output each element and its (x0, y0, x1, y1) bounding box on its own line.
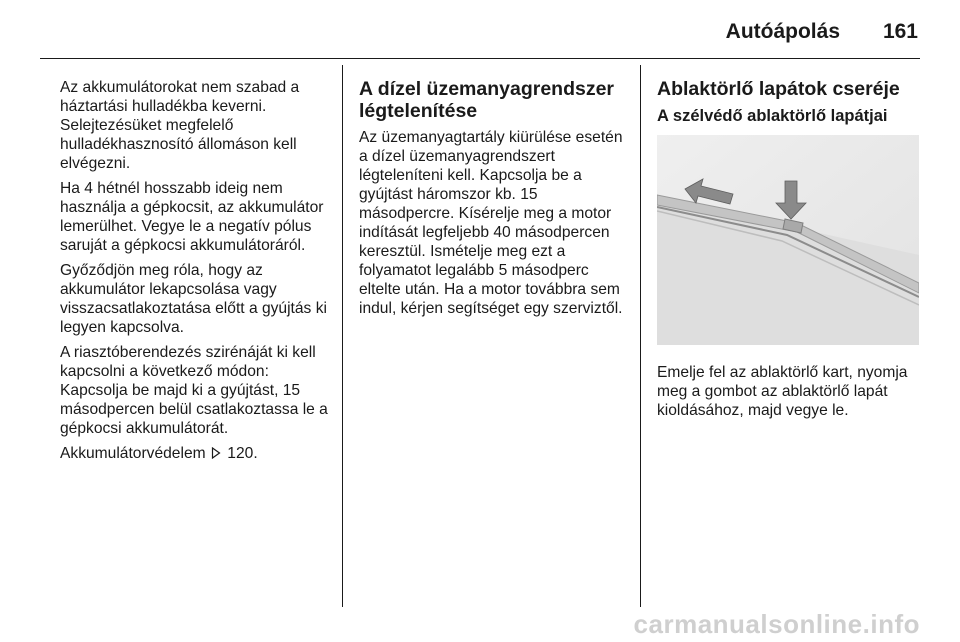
header-rule (40, 58, 920, 59)
reference-page: 120. (227, 445, 258, 462)
column-battery (60, 78, 332, 469)
section-heading: Ablaktörlő lapátok cseréje (657, 78, 900, 100)
cross-reference[interactable] (60, 444, 332, 463)
column-wiper (657, 78, 922, 426)
watermark: carmanualsonline.info (633, 609, 920, 639)
paragraph: A riasztóberendezés szirénáját ki kell kapcsolni a következő módon: Kapcsolja be majd ki a gyújtást, 15 másodpercen belül csatlakoztassa le a gépkocsi akkumulátorát. (60, 344, 328, 437)
paragraph: Az akkumulátorokat nem szabad a háztartási hulladékba keverni. Selejtezésüket megfelelő hulladékhasznosító állomáson kell elvégezni. (60, 79, 300, 172)
section-heading: A dízel üzemanyagrendszer légtelenítése (359, 78, 615, 122)
paragraph: Győződjön meg róla, hogy az akkumulátor lekapcsolása vagy visszacsatlakoztatása előtt a gyújtás ki legyen kapcsolva. (60, 262, 327, 336)
reference-text: Akkumulátorvédelem (60, 445, 206, 462)
reference-triangle-icon (211, 447, 221, 459)
column-divider-2 (640, 65, 641, 607)
page-header (0, 14, 960, 54)
subsection-heading: A szélvédő ablaktörlő lapátjai (657, 107, 888, 125)
figure-caption: Emelje fel az ablaktörlő kart, nyomja meg a gombot az ablaktörlő lapát kioldásához, majd vegye le. (657, 364, 908, 419)
section-title: Autóápolás (725, 20, 840, 43)
wiper-blade-illustration (657, 135, 919, 345)
paragraph: Ha 4 hétnél hosszabb ideig nem használja a gépkocsit, az akkumulátor lemerülhet. Vegye le a negatív pólus saruját a gépkocsi akkumulátoráról. (60, 180, 324, 254)
paragraph: Az üzemanyagtartály kiürülése esetén a dízel üzemanyagrendszert légteleníteni kell. Kapcsolja be a gyújtást háromszor kb. 15 másodpercre. Kísérelje meg a motor indítását legfeljebb 40 másodpercen keresztül. Ismételje meg ezt a folyamatot legalább 5 másodperc eltelte után. Ha a motor továbbra sem indul, kérjen segítséget egy szerviztől. (359, 129, 623, 317)
column-divider-1 (342, 65, 343, 607)
page-number: 161 (882, 20, 918, 43)
column-diesel (359, 78, 629, 324)
